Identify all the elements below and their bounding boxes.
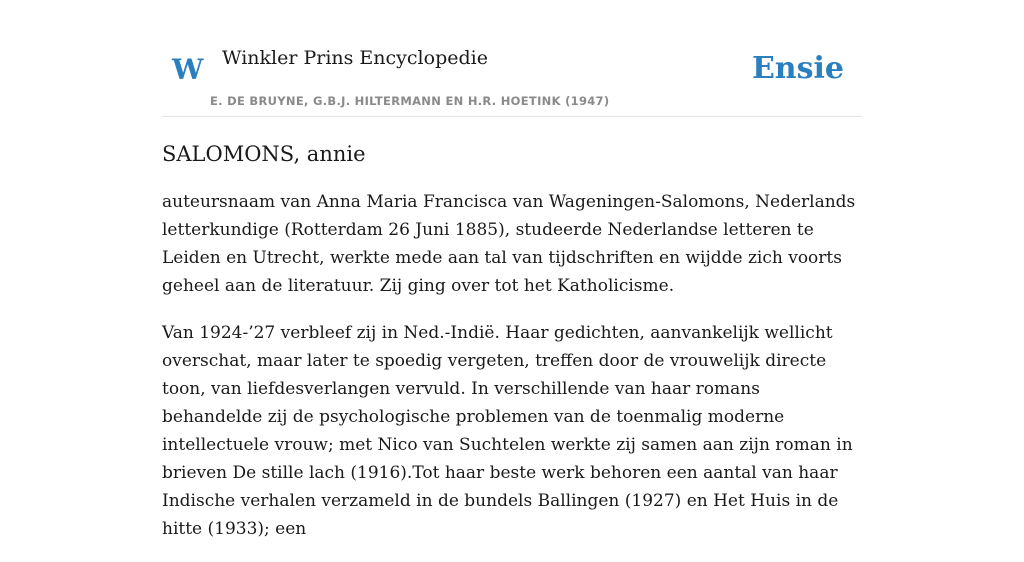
publication-authors: E. DE BRUYNE, G.B.J. HILTERMANN EN H.R. HOETINK (1947) [210,94,610,108]
article-title: SALOMONS, annie [162,142,366,166]
winkler-prins-logo[interactable]: W [172,53,204,86]
article [162,138,862,562]
article-paragraph: Van 1924-’27 verbleef zij in Ned.-Indië. Haar gedichten, aanvankelijk wellicht overschat, maar later te spoedig vergeten, treffen door de vrouwelijk directe toon, van liefdesverlangen vervuld. In verschillende van haar romans behandelde zij de psychologische problemen van de toenmalig moderne intellectuele vrouw; met Nico van Suchtelen werkte zij samen aan zijn roman in brieven De stille lach (1916).Tot haar beste werk behoren een aantal van haar Indische verhalen verzameld in de bundels Ballingen (1927) en Het Huis in de hitte (1933); een [162,323,853,539]
article-paragraph: auteursnaam van Anna Maria Francisca van Wageningen-Salomons, Nederlands letterkundige (Rotterdam 26 Juni 1885), studeerde Nederlandse letteren te Leiden en Utrecht, werkte mede aan tal van tijdschriften en wijdde zich voorts geheel aan de literatuur. Zij ging over tot het Katholicisme. [162,192,856,296]
publication-title[interactable]: Winkler Prins Encyclopedie [222,47,488,69]
header [162,30,862,117]
ensie-logo[interactable]: Ensie [751,51,844,86]
